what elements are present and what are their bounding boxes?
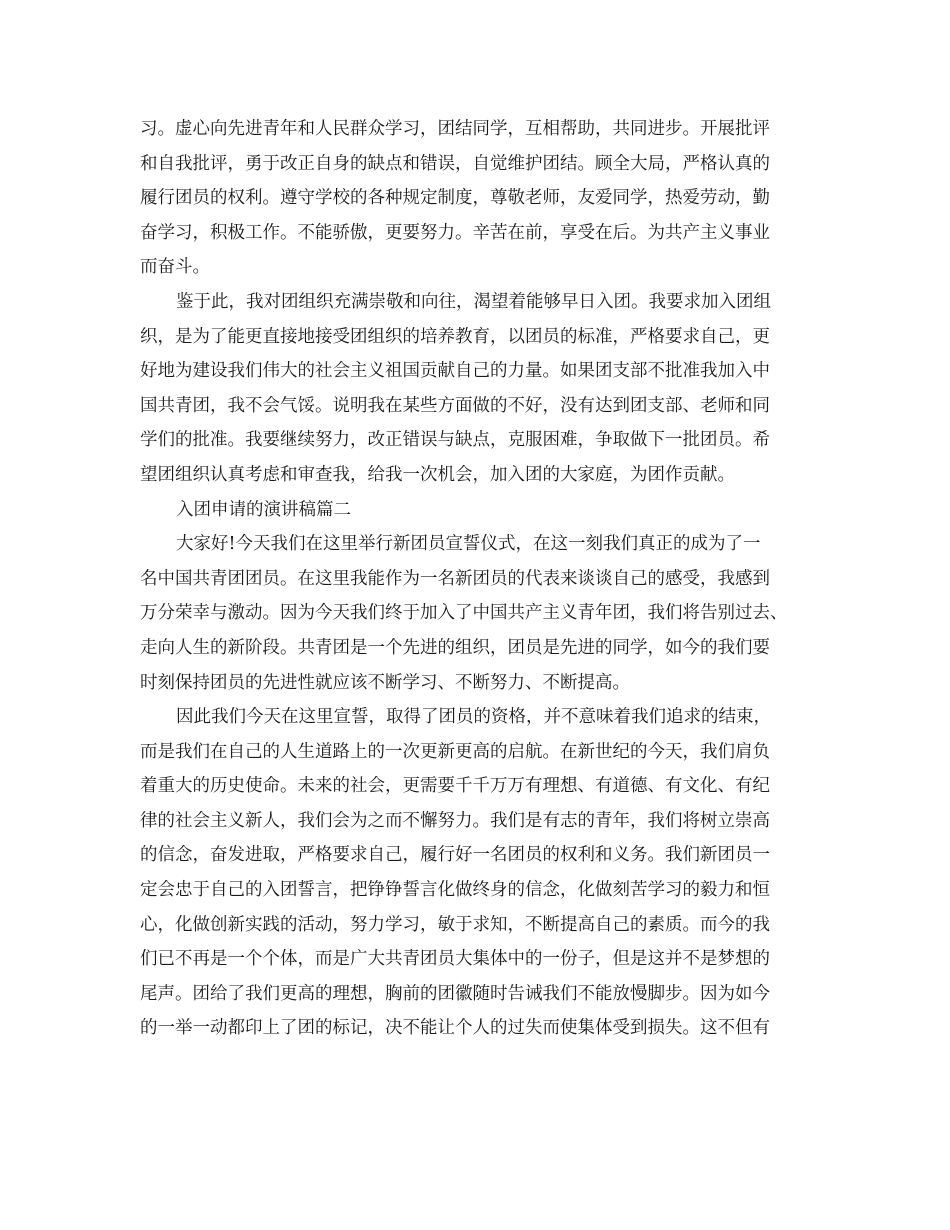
text-line: 尾声。团给了我们更高的理想，胸前的团徽随时告诫我们不能放慢脚步。因为如今 <box>140 983 770 1004</box>
text-line: 好地为建设我们伟大的社会主义祖国贡献自己的力量。如果团支部不批准我加入中 <box>140 361 770 382</box>
text-line: 而是我们在自己的人生道路上的一次更新更高的启航。在新世纪的今天，我们肩负 <box>140 741 770 762</box>
paragraph-start-line: 因此我们今天在这里宣誓，取得了团员的资格，并不意味着我们追求的结束， <box>176 707 771 728</box>
paragraph-start-line: 鉴于此，我对团组织充满崇敬和向往，渴望着能够早日入团。我要求加入团组 <box>176 291 771 312</box>
text-line: 定会忠于自己的入团誓言，把铮铮誓言化做终身的信念，化做刻苦学习的毅力和恒 <box>140 880 770 901</box>
text-line: 望团组织认真考虑和审查我，给我一次机会，加入团的大家庭，为团作贡献。 <box>140 464 735 485</box>
text-line: 走向人生的新阶段。共青团是一个先进的组织，团员是先进的同学，如今的我们要 <box>140 637 770 658</box>
text-line: 和自我批评，勇于改正自身的缺点和错误，自觉维护团结。顾全大局，严格认真的 <box>140 153 770 174</box>
document-body <box>140 112 830 1046</box>
text-line: 而奋斗。 <box>140 257 210 278</box>
text-line: 时刻保持团员的先进性就应该不断学习、不断努力、不断提高。 <box>140 672 630 693</box>
text-line: 们已不再是一个个体，而是广大共青团员大集体中的一份子，但是这并不是梦想的 <box>140 949 770 970</box>
text-line: 万分荣幸与激动。因为今天我们终于加入了中国共产主义青年团，我们将告别过去、 <box>140 603 788 624</box>
text-line: 奋学习，积极工作。不能骄傲，更要努力。辛苦在前，享受在后。为共产主义事业 <box>140 222 770 243</box>
text-line: 着重大的历史使命。未来的社会，更需要千千万万有理想、有道德、有文化、有纪 <box>140 776 770 797</box>
text-line: 习。虚心向先进青年和人民群众学习，团结同学，互相帮助，共同进步。开展批评 <box>140 119 770 139</box>
text-line: 的一举一动都印上了团的标记，决不能让个人的过失而使集体受到损失。这不但有 <box>140 1018 770 1039</box>
paragraph-start-line: 入团申请的演讲稿篇二 <box>176 499 351 520</box>
text-line: 履行团员的权利。遵守学校的各种规定制度，尊敬老师，友爱同学，热爱劳动，勤 <box>140 188 770 209</box>
text-line: 学们的批准。我要继续努力，改正错误与缺点，克服困难，争取做下一批团员。希 <box>140 430 770 451</box>
text-line: 名中国共青团团员。在这里我能作为一名新团员的代表来谈谈自己的感受，我感到 <box>140 568 770 589</box>
text-line: 国共青团，我不会气馁。说明我在某些方面做的不好，没有达到团支部、老师和同 <box>140 395 770 416</box>
text-line: 织，是为了能更直接地接受团组织的培养教育，以团员的标准，严格要求自己，更 <box>140 326 770 347</box>
paragraph-start-line: 大家好!今天我们在这里举行新团员宣誓仪式，在这一刻我们真正的成为了一 <box>176 534 761 555</box>
text-line: 心，化做创新实践的活动，努力学习，敏于求知，不断提高自己的素质。而今的我 <box>140 914 770 935</box>
text-line: 的信念，奋发进取，严格要求自己，履行好一名团员的权利和义务。我们新团员一 <box>140 845 770 866</box>
text-line: 律的社会主义新人，我们会为之而不懈努力。我们是有志的青年，我们将树立崇高 <box>140 810 770 831</box>
